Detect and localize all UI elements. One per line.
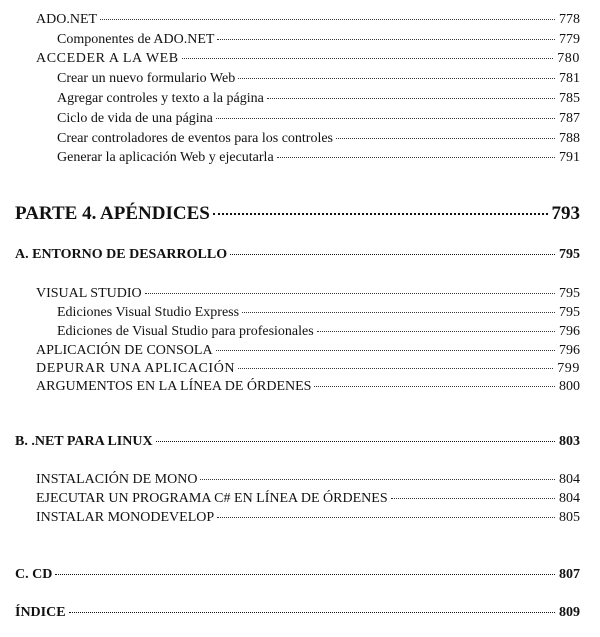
dot-leader <box>213 213 548 215</box>
toc-entry-componentes-ado-net <box>57 32 580 52</box>
toc-page-number: 788 <box>559 131 580 146</box>
toc-part-title: PARTE 4. APÉNDICES <box>15 203 210 224</box>
toc-entry-crear-formulario-web <box>57 71 580 91</box>
dot-leader <box>267 98 555 99</box>
dot-leader <box>314 386 555 387</box>
dot-leader <box>230 254 555 255</box>
toc-page-number: 799 <box>557 361 580 376</box>
toc-entry-title: Ciclo de vida de una página <box>57 111 213 126</box>
toc-entry-ado-net <box>36 12 580 32</box>
toc-entry-ediciones-profesionales <box>57 324 580 344</box>
toc-entry-title: Ediciones de Visual Studio para profesionales <box>57 324 314 339</box>
dot-leader <box>216 118 555 119</box>
toc-entry-title: APLICACIÓN DE CONSOLA <box>36 343 213 358</box>
toc-entry-argumentos <box>36 379 580 399</box>
dot-leader <box>69 612 555 613</box>
toc-appendix-title: A. ENTORNO DE DESARROLLO <box>15 247 228 262</box>
toc-appendix-title: C. CD <box>15 567 53 582</box>
toc-appendix-a <box>15 247 580 267</box>
toc-page-number: 796 <box>559 343 580 358</box>
dot-leader <box>391 498 555 499</box>
toc-entry-generar-aplicacion-web <box>57 150 580 170</box>
dot-leader <box>317 331 555 332</box>
toc-entry-title: Componentes de ADO.NET <box>57 32 215 47</box>
toc-entry-crear-controladores <box>57 131 580 151</box>
toc-page-number: 800 <box>559 379 580 394</box>
dot-leader <box>200 479 555 480</box>
toc-entry-title: EJECUTAR UN PROGRAMA C# EN LÍNEA DE ÓRDENES <box>36 491 388 506</box>
toc-page-number: 805 <box>559 510 580 525</box>
toc-appendix-title: ÍNDICE <box>15 605 66 620</box>
dot-leader <box>100 19 555 20</box>
toc-page-number: 804 <box>559 491 580 506</box>
toc-page-number: 791 <box>559 150 580 165</box>
dot-leader <box>182 58 553 59</box>
toc-page-number: 809 <box>559 605 580 620</box>
dot-leader <box>156 441 555 442</box>
toc-page-number: 793 <box>551 203 580 224</box>
toc-entry-title: Crear controladores de eventos para los controles <box>57 131 334 146</box>
toc-page-number: 795 <box>559 305 580 320</box>
toc-part-heading <box>15 203 580 227</box>
toc-page-number: 785 <box>559 91 580 106</box>
toc-entry-title: ARGUMENTOS EN LA LÍNEA DE ÓRDENES <box>36 379 312 394</box>
dot-leader <box>242 312 555 313</box>
toc-entry-title: ADO.NET <box>36 12 98 27</box>
toc-entry-title: ACCEDER A LA WEB <box>36 51 179 66</box>
dot-leader <box>217 517 555 518</box>
toc-entry-title: Crear un nuevo formulario Web <box>57 71 236 86</box>
dot-leader <box>145 293 555 294</box>
dot-leader <box>216 350 555 351</box>
toc-entry-instalacion-mono <box>36 472 580 492</box>
dot-leader <box>217 39 555 40</box>
toc-appendix-c <box>15 567 580 587</box>
toc-page-number: 779 <box>559 32 580 47</box>
toc-entry-title: Generar la aplicación Web y ejecutarla <box>57 150 274 165</box>
toc-page-number: 796 <box>559 324 580 339</box>
toc-entry-title: INSTALAR MONODEVELOP <box>36 510 215 525</box>
toc-page-number: 780 <box>557 51 580 66</box>
toc-appendix-title: B. .NET PARA LINUX <box>15 434 153 449</box>
toc-page-number: 804 <box>559 472 580 487</box>
dot-leader <box>238 368 553 369</box>
toc-entry-ejecutar-programa <box>36 491 580 511</box>
toc-appendix-b <box>15 434 580 454</box>
toc-entry-visual-studio <box>36 286 580 306</box>
toc-entry-acceder-a-la-web <box>36 51 580 71</box>
toc-page-number: 781 <box>559 71 580 86</box>
toc-entry-title: DEPURAR UNA APLICACIÓN <box>36 361 236 376</box>
toc-entry-title: Ediciones Visual Studio Express <box>57 305 240 320</box>
toc-page-number: 787 <box>559 111 580 126</box>
toc-entry-title: INSTALACIÓN DE MONO <box>36 472 198 487</box>
toc-entry-title: VISUAL STUDIO <box>36 286 142 301</box>
dot-leader <box>277 157 555 158</box>
toc-entry-aplicacion-consola <box>36 343 580 363</box>
toc-entry-agregar-controles <box>57 91 580 111</box>
toc-page-number: 795 <box>559 286 580 301</box>
toc-entry-ciclo-de-vida <box>57 111 580 131</box>
dot-leader <box>55 574 555 575</box>
dot-leader <box>238 78 555 79</box>
toc-page-number: 795 <box>559 247 580 262</box>
toc-page-number: 807 <box>559 567 580 582</box>
toc-entry-title: Agregar controles y texto a la página <box>57 91 264 106</box>
toc-page-number: 778 <box>559 12 580 27</box>
toc-entry-depurar-aplicacion <box>36 361 580 381</box>
toc-entry-instalar-monodevelop <box>36 510 580 530</box>
toc-entry-ediciones-express <box>57 305 580 325</box>
toc-index <box>15 605 580 625</box>
toc-page-number: 803 <box>559 434 580 449</box>
dot-leader <box>336 138 555 139</box>
